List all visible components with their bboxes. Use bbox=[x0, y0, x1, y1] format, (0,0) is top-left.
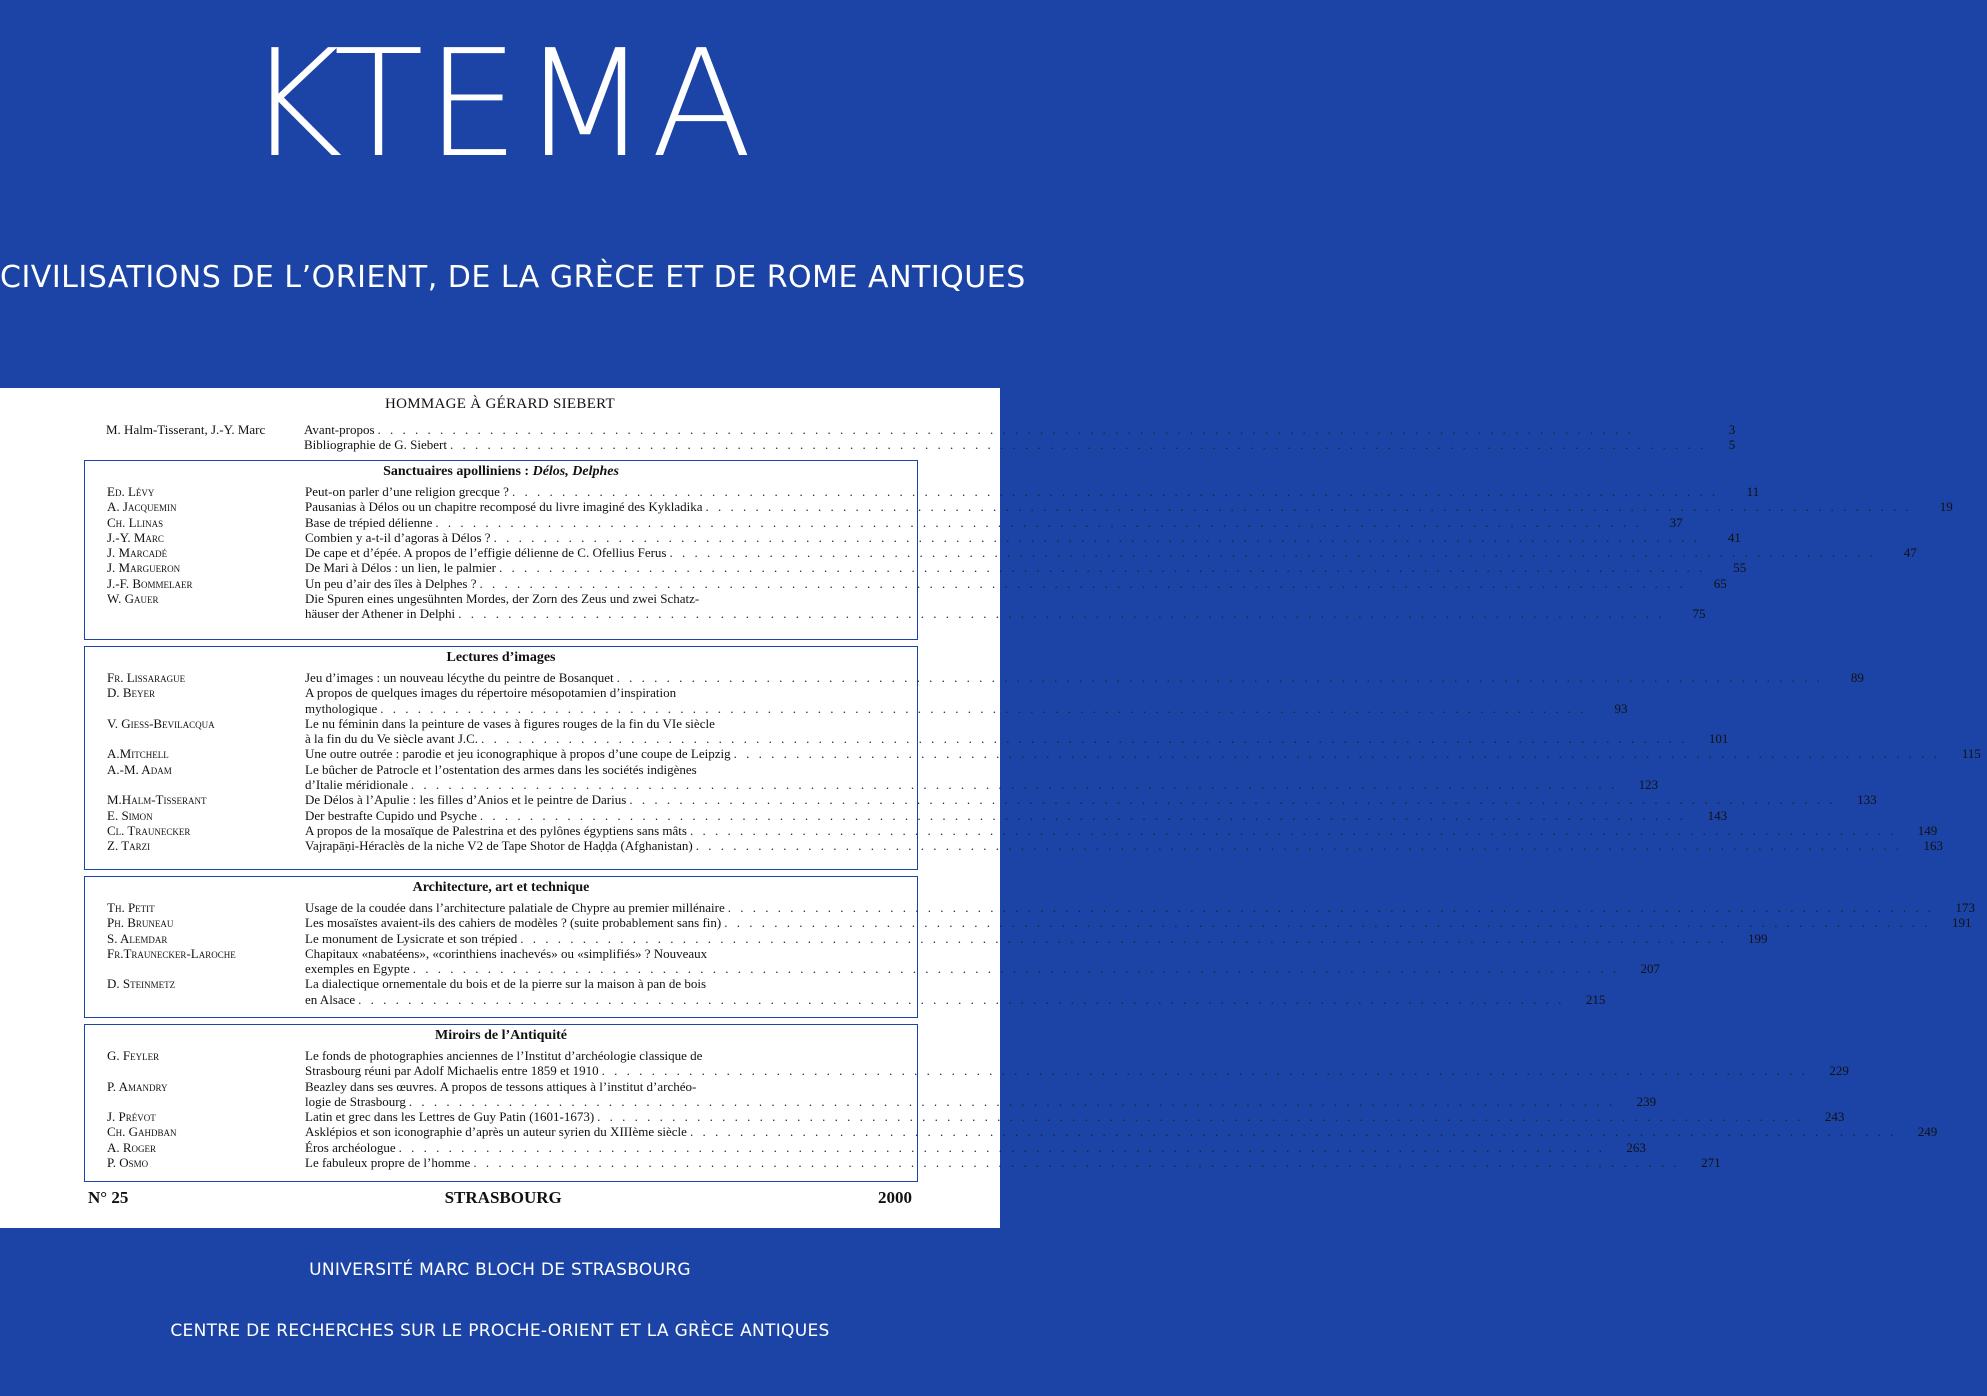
entry-titles bbox=[305, 838, 1949, 853]
entry-line bbox=[305, 792, 1877, 807]
entry-line bbox=[305, 545, 1917, 560]
toc-entry bbox=[85, 838, 1943, 854]
entry-line bbox=[305, 1094, 1656, 1109]
entry-title: en Alsace bbox=[305, 991, 356, 1007]
leader-dots: . . . . . . . . . . . . . . . . . . . . . . . . . . . . . . . . . . . . . . . . . . . . . . . . . . . . . . . . . . . . . . . . . . . . . . . . . . . . . . . . . . . . . . . . . . . . . . . . . bbox=[727, 900, 1935, 915]
entry-title: exemples en Egypte bbox=[305, 961, 410, 977]
section-architecture bbox=[84, 876, 1976, 1018]
entry-line bbox=[305, 808, 1727, 823]
toc-entry bbox=[85, 792, 1877, 808]
issue-footer bbox=[84, 1188, 918, 1208]
entry-author: V. Giess-Bevilacqua bbox=[107, 715, 215, 731]
entry-title: De Mari à Délos : un lien, le palmier bbox=[305, 560, 496, 576]
cover-header bbox=[0, 0, 1026, 388]
entry-author: A. Jacquemin bbox=[107, 499, 177, 515]
entry-author: A.Mitchell bbox=[107, 746, 169, 762]
entry-titles bbox=[305, 1048, 1855, 1079]
entry-line bbox=[305, 961, 1660, 976]
entry-author: J.-Y. Marc bbox=[107, 529, 164, 545]
entry-line bbox=[305, 992, 1605, 1007]
cover-footer bbox=[0, 1228, 1000, 1396]
leader-dots: . . . . . . . . . . . . . . . . . . . . . . . . . . . . . . . . . . . . . . . . . . . . . . . . . . . . . . . . . . . . . . . . . . . . . . . . . . . . . . . . . . . . . . . . . . . . . . . . . . . . . bbox=[377, 422, 1634, 437]
entry-titles bbox=[305, 499, 1959, 514]
entry-line bbox=[305, 946, 1660, 961]
entry-line bbox=[305, 606, 1705, 621]
entry-line bbox=[305, 530, 1741, 545]
entry-author: E. Simon bbox=[107, 807, 153, 823]
entry-author: Fr. Lissarague bbox=[107, 670, 186, 685]
entry-page: 149 bbox=[1917, 822, 1938, 838]
leader-dots: . . . . . . . . . . . . . . . . . . . . . . . . . . . . . . . . . . . . . . . . . . . . . . . . . . . . . . . . . . . . . . . . . . . . . . . . . . . . . . . . . . . . . . . . . . . . . . . . . bbox=[479, 575, 1686, 591]
issue-year: 2000 bbox=[878, 1188, 912, 1207]
toc-entry bbox=[85, 807, 1728, 823]
section-title bbox=[85, 880, 917, 896]
toc-entry bbox=[85, 685, 1628, 716]
entry-title: Le fonds de photographies anciennes de l’Institut d’archéologie classique de bbox=[305, 1048, 703, 1063]
entry-title: Éros archéologue bbox=[305, 1139, 396, 1155]
section-miroirs bbox=[84, 1024, 1938, 1182]
toc-entry bbox=[85, 545, 1917, 561]
entry-line bbox=[305, 1109, 1844, 1124]
entry-line bbox=[305, 591, 1705, 606]
entry-author: M. Halm-Tisserant, J.-Y. Marc bbox=[106, 422, 266, 437]
entry-page: 47 bbox=[1903, 545, 1917, 561]
entry-title: Avant-propos bbox=[304, 422, 375, 437]
entry-titles bbox=[305, 762, 1664, 793]
entry-author: Ch. Gahdban bbox=[107, 1124, 177, 1140]
entry-line bbox=[305, 838, 1943, 853]
entry-title: Le bûcher de Patrocle et l’ostentation des armes dans les sociétés indigènes bbox=[305, 761, 697, 777]
entry-line bbox=[305, 823, 1937, 838]
entry-title: Jeu d’images : un nouveau lécythe du peintre de Bosanquet bbox=[305, 670, 614, 685]
entry-titles bbox=[305, 515, 1689, 530]
entry-line bbox=[304, 422, 1735, 437]
leader-dots: . . . . . . . . . . . . . . . . . . . . . . . . . . . . . . . . . . . . . . . . . . . . . . . . . . . . . . . . . . . . . . . . . . . . . . . . . . . . . . . . . . . . . . . . . . . . . . . . . bbox=[380, 700, 1587, 716]
entry-author: S. Alemdar bbox=[107, 930, 168, 946]
entry-author: P. Osmo bbox=[107, 1155, 149, 1171]
entry-titles bbox=[305, 1155, 1727, 1170]
entry-page: 123 bbox=[1638, 777, 1659, 793]
leader-dots: . . . . . . . . . . . . . . . . . . . . . . . . . . . . . . . . . . . . . . . . . . . . . . . . . . . . . . . . . . . . . . . . . . . . . . . . . . . . . . . . . . . . . . . . . . . . . . . . . bbox=[408, 1093, 1616, 1109]
section-title-text: Architecture, art et technique bbox=[412, 880, 590, 895]
entry-line bbox=[305, 1063, 1849, 1078]
toc-entry bbox=[85, 529, 1741, 545]
toc-entry bbox=[85, 1078, 1657, 1110]
toc-entry bbox=[85, 1048, 1849, 1079]
entry-title: De cape et d’épée. A propos de l’effigie délienne de C. Ofellius Ferus bbox=[305, 545, 667, 561]
leader-dots: . . . . . . . . . . . . . . . . . . . . . . . . . . . . . . . . . . . . . . . . . . . . . . . . . . . . . . . . . . . . . . . . . . . . . . . . . . . . . . . . . . . . . . . . . . . . . . . . . bbox=[629, 792, 1836, 808]
entry-page: 37 bbox=[1669, 514, 1683, 530]
toc-entry bbox=[85, 1139, 1646, 1155]
leader-dots: . . . . . . . . . . . . . . . . . . . . . . . . . . . . . . . . . . . . . . . . . . . . . . . . . . . . . . . . . . . . . . . . . . . . . . . . . . . . . . . . . . . . . . . . . . . . . . . . . bbox=[473, 1155, 1680, 1171]
entry-line bbox=[305, 515, 1683, 530]
entry-author: Ch. Llinas bbox=[107, 514, 164, 530]
leader-dots: . . . . . . . . . . . . . . . . . . . . . . . . . . . . . . . . . . . . . . . . . . . . . . . . . . . . . . . . . . . . . . . . . . . . . . . . . . . . . . . . . . . . . . . . . . . . . . . . . bbox=[358, 991, 1565, 1007]
homage-block bbox=[84, 422, 1736, 453]
leader-dots: . . . . . . . . . . . . . . . . . . . . . . . . . . . . . . . . . . . . . . . . . . . . . . . . . . . . . . . . . . . . . . . . . . . . . . . . . . . . . . . . . . . . . . . . . . . . . . . . . bbox=[724, 915, 1931, 931]
entry-titles bbox=[305, 685, 1633, 716]
toc-entry bbox=[85, 1124, 1938, 1140]
entry-author: W. Gauer bbox=[107, 591, 159, 607]
entry-titles bbox=[305, 1124, 1943, 1139]
entry-page: 207 bbox=[1640, 961, 1660, 977]
entry-line bbox=[305, 670, 1864, 685]
entry-title: De Délos à l’Apulie : les filles d’Anios et le peintre de Darius bbox=[305, 792, 627, 808]
entry-titles bbox=[305, 716, 1734, 747]
entry-line bbox=[305, 685, 1627, 700]
entry-author: D. Beyer bbox=[107, 685, 156, 701]
entry-titles bbox=[305, 931, 1774, 946]
entry-title: A propos de quelques images du répertoire mésopotamien d’inspiration bbox=[305, 685, 677, 701]
entry-title: häuser der Athener in Delphi bbox=[305, 606, 456, 622]
entry-page: 11 bbox=[1746, 484, 1760, 499]
entry-titles bbox=[305, 591, 1711, 622]
entry-line bbox=[305, 915, 1972, 930]
entry-titles bbox=[305, 1109, 1850, 1124]
section-lectures bbox=[84, 646, 1981, 870]
entry-line bbox=[305, 762, 1658, 777]
entry-line bbox=[305, 900, 1975, 915]
leader-dots: . . . . . . . . . . . . . . . . . . . . . . . . . . . . . . . . . . . . . . . . . . . . . . . . . . . . . . . . . . . . . . . . . . . . . . . . . . . . . . . . . . . . . . . . . . . . . . . . . bbox=[398, 1139, 1605, 1155]
entry-titles bbox=[305, 823, 1943, 838]
entry-title: logie de Strasbourg bbox=[305, 1093, 406, 1109]
journal-logo: KTEMA bbox=[245, 18, 755, 190]
entry-titles bbox=[305, 746, 1987, 761]
entry-author: P. Amandry bbox=[107, 1078, 168, 1094]
toc-entry bbox=[85, 715, 1729, 747]
entry-line bbox=[305, 931, 1768, 946]
journal-subtitle: CIVILISATIONS DE L’ORIENT, DE LA GRÈCE ET DE ROME ANTIQUES bbox=[0, 260, 1026, 295]
entry-line bbox=[305, 701, 1627, 716]
entry-title: Asklépios et son iconographie d’après un auteur syrien du XIIIème siècle bbox=[305, 1124, 687, 1140]
toc-entry bbox=[85, 976, 1606, 1007]
entry-page: 65 bbox=[1713, 575, 1727, 591]
entry-title: mythologique bbox=[305, 700, 378, 716]
entry-titles bbox=[305, 530, 1747, 545]
entry-line bbox=[305, 499, 1953, 514]
entry-page: 271 bbox=[1701, 1155, 1721, 1171]
leader-dots: . . . . . . . . . . . . . . . . . . . . . . . . . . . . . . . . . . . . . . . . . . . . . . . . . . . . . . . . . . . . . . . . . . . . . . . . . . . . . . . . . . . . . . . . . . . . . . . . . bbox=[511, 484, 1719, 499]
leader-dots: . . . . . . . . . . . . . . . . . . . . . . . . . . . . . . . . . . . . . . . . . . . . . . . . . . . . . . . . . . . . . . . . . . . . . . . . . . . . . . . . . . . . . . . . . . . . . . . . . bbox=[669, 545, 1876, 561]
issue-place: STRASBOURG bbox=[444, 1188, 562, 1207]
entry-titles bbox=[305, 792, 1883, 807]
section-title bbox=[85, 1028, 917, 1044]
entry-author: J. Prévot bbox=[107, 1109, 156, 1125]
toc-entry bbox=[85, 915, 1972, 931]
entry-page: 55 bbox=[1733, 560, 1747, 576]
entry-page: 249 bbox=[1917, 1124, 1938, 1140]
entry-page: 263 bbox=[1626, 1139, 1646, 1155]
toc-entry bbox=[84, 422, 1736, 453]
entry-line bbox=[305, 1140, 1646, 1155]
entry-title: Beazley dans ses œuvres. A propos de tessons attiques à l’institut d’archéo- bbox=[305, 1078, 697, 1094]
entry-line bbox=[304, 437, 1735, 452]
entry-title: A propos de la mosaïque de Palestrina et des pylônes égyptiens sans mâts bbox=[305, 822, 687, 838]
leader-dots: . . . . . . . . . . . . . . . . . . . . . . . . . . . . . . . . . . . . . . . . . . . . . . . . . . . . . . . . . . . . . . . . . . . . . . . . . . . . . . . . . . . . . . . . . . . . . . . . . bbox=[479, 807, 1687, 823]
leader-dots: . . . . . . . . . . . . . . . . . . . . . . . . . . . . . . . . . . . . . . . . . . . . . . . . . . . . . . . . . . . . . . . . . . . . . . . . . . . . . . . . . . . . . . . . . . . . . . . . . bbox=[601, 1063, 1808, 1079]
entry-author: A. Roger bbox=[107, 1139, 157, 1155]
entry-page: 41 bbox=[1727, 529, 1741, 545]
entry-titles bbox=[305, 915, 1978, 930]
entry-title: Der bestrafte Cupido und Psyche bbox=[305, 807, 477, 823]
leader-dots: . . . . . . . . . . . . . . . . . . . . . . . . . . . . . . . . . . . . . . . . . . . . . . . . . . . . . . . . . . . . . . . . . . . . . . . . . . . . . . . . . . . . . . . . . . . . . . . . . bbox=[597, 1109, 1804, 1125]
table-of-contents bbox=[0, 388, 1981, 1228]
leader-dots: . . . . . . . . . . . . . . . . . . . . . . . . . . . . . . . . . . . . . . . . . . . . . . . . . . . . . . . . . . . . . . . . . . . . . . . . . . . . . . . . . . . . . . . . . . . . . . . . . . . . . bbox=[449, 437, 1707, 453]
entry-page: 5 bbox=[1728, 437, 1736, 453]
entry-titles bbox=[304, 422, 1741, 453]
leader-dots: . . . . . . . . . . . . . . . . . . . . . . . . . . . . . . . . . . . . . . . . . . . . . . . . . . . . . . . . . . . . . . . . . . . . . . . . . . . . . . . . . . . . . . . . . . . . . . . . . bbox=[481, 731, 1688, 747]
entry-title: Peut-on parler d’une religion grecque ? bbox=[305, 484, 509, 499]
entry-title: Chapitaux «nabatéens», «corinthiens inachevés» ou «simplifiés» ? Nouveaux bbox=[305, 945, 708, 961]
entry-page: 239 bbox=[1636, 1093, 1657, 1109]
leader-dots: . . . . . . . . . . . . . . . . . . . . . . . . . . . . . . . . . . . . . . . . . . . . . . . . . . . . . . . . . . . . . . . . . . . . . . . . . . . . . . . . . . . . . . . . . . . . . . . . . bbox=[616, 670, 1823, 685]
entry-title: Combien y a-t-il d’agoras à Délos ? bbox=[305, 529, 491, 545]
entry-page: 163 bbox=[1923, 838, 1943, 854]
toc-entry bbox=[85, 746, 1981, 762]
section-title-text: Miroirs de l’Antiquité bbox=[435, 1028, 567, 1043]
entry-page: 143 bbox=[1707, 807, 1728, 823]
entry-titles bbox=[305, 946, 1666, 977]
entry-author: Th. Petit bbox=[107, 900, 155, 915]
entry-title: Base de trépied délienne bbox=[305, 514, 433, 530]
entry-page: 173 bbox=[1955, 900, 1976, 915]
section-title-italic: Délos, Delphes bbox=[532, 464, 619, 479]
section-title bbox=[85, 650, 917, 666]
entry-page: 243 bbox=[1824, 1109, 1845, 1125]
toc-entry bbox=[85, 945, 1660, 977]
leader-dots: . . . . . . . . . . . . . . . . . . . . . . . . . . . . . . . . . . . . . . . . . . . . . . . . . . . . . . . . . . . . . . . . . . . . . . . . . . . . . . . . . . . . . . . . . . . . . . . . . bbox=[705, 499, 1912, 515]
entry-page: 75 bbox=[1692, 606, 1706, 622]
entry-title: Un peu d’air des îles à Delphes ? bbox=[305, 575, 477, 591]
toc-entry bbox=[85, 930, 1768, 946]
entry-author: Ed. Lévy bbox=[107, 484, 155, 499]
leader-dots: . . . . . . . . . . . . . . . . . . . . . . . . . . . . . . . . . . . . . . . . . . . . . . . . . . . . . . . . . . . . . . . . . . . . . . . . . . . . . . . . . . . . . . . . . . . . . . . . . bbox=[498, 560, 1706, 576]
entry-author: D. Steinmetz bbox=[107, 976, 176, 992]
entry-page: 3 bbox=[1728, 422, 1736, 437]
entry-title: La dialectique ornementale du bois et de la pierre sur la maison à pan de bois bbox=[305, 976, 707, 992]
leader-dots: . . . . . . . . . . . . . . . . . . . . . . . . . . . . . . . . . . . . . . . . . . . . . . . . . . . . . . . . . . . . . . . . . . . . . . . . . . . . . . . . . . . . . . . . . . . . . . . . . bbox=[412, 961, 1619, 977]
entry-title: Die Spuren eines ungesühnten Mordes, der Zorn des Zeus und zwei Schatz- bbox=[305, 591, 700, 607]
entry-titles bbox=[305, 1140, 1652, 1155]
entry-page: 215 bbox=[1585, 991, 1606, 1007]
leader-dots: . . . . . . . . . . . . . . . . . . . . . . . . . . . . . . . . . . . . . . . . . . . . . . . . . . . . . . . . . . . . . . . . . . . . . . . . . . . . . . . . . . . . . . . . . . . . . . . . . bbox=[733, 746, 1940, 762]
leader-dots: . . . . . . . . . . . . . . . . . . . . . . . . . . . . . . . . . . . . . . . . . . . . . . . . . . . . . . . . . . . . . . . . . . . . . . . . . . . . . . . . . . . . . . . . . . . . . . . . . bbox=[493, 529, 1700, 545]
entry-page: 115 bbox=[1961, 746, 1981, 762]
entry-title: Le fabuleux propre de l’homme bbox=[305, 1155, 471, 1171]
issue-number: N° 25 bbox=[88, 1188, 129, 1207]
entry-line bbox=[305, 746, 1981, 761]
entry-title: à la fin du du Ve siècle avant J.C. bbox=[305, 731, 479, 747]
entry-author: A.-M. Adam bbox=[107, 761, 172, 777]
entry-title: Bibliographie de G. Siebert bbox=[304, 437, 447, 453]
toc-entry bbox=[85, 514, 1683, 530]
entry-page: 229 bbox=[1829, 1063, 1849, 1079]
entry-titles bbox=[305, 484, 1765, 499]
entry-line bbox=[305, 731, 1728, 746]
entry-line bbox=[305, 1079, 1656, 1094]
entry-title: Latin et grec dans les Lettres de Guy Patin (1601-1673) bbox=[305, 1109, 595, 1125]
entry-page: 199 bbox=[1748, 930, 1768, 946]
entry-author: Z. Tarzi bbox=[107, 838, 151, 854]
leader-dots: . . . . . . . . . . . . . . . . . . . . . . . . . . . . . . . . . . . . . . . . . . . . . . . . . . . . . . . . . . . . . . . . . . . . . . . . . . . . . . . . . . . . . . . . . . . . . . . . . bbox=[689, 822, 1897, 838]
toc-entry bbox=[85, 575, 1727, 591]
toc-entry bbox=[85, 560, 1747, 576]
toc-entry bbox=[85, 670, 1864, 685]
toc-entry bbox=[85, 1155, 1721, 1171]
leader-dots: . . . . . . . . . . . . . . . . . . . . . . . . . . . . . . . . . . . . . . . . . . . . . . . . . . . . . . . . . . . . . . . . . . . . . . . . . . . . . . . . . . . . . . . . . . . . . . . . . bbox=[689, 1124, 1897, 1140]
entry-titles bbox=[305, 560, 1752, 575]
toc-entry bbox=[85, 591, 1706, 622]
entry-author: J. Marcadé bbox=[107, 545, 168, 561]
toc-entry bbox=[85, 822, 1938, 838]
entry-titles bbox=[305, 670, 1870, 685]
section-title-text: Lectures d’images bbox=[446, 650, 556, 665]
entry-title: Une outre outrée : parodie et jeu iconographique à propos d’une coupe de Leipzig bbox=[305, 746, 731, 762]
entry-page: 89 bbox=[1850, 670, 1864, 685]
entry-line bbox=[305, 1124, 1937, 1139]
entry-author: J.-F. Bommelaer bbox=[107, 575, 193, 591]
entry-author: Ph. Bruneau bbox=[107, 915, 174, 931]
entry-title: Strasbourg réuni par Adolf Michaelis entre 1859 et 1910 bbox=[305, 1063, 599, 1079]
entry-page: 93 bbox=[1614, 700, 1628, 716]
entry-title: Le monument de Lysicrate et son trépied bbox=[305, 930, 518, 946]
toc-entry bbox=[85, 484, 1760, 499]
toc-entry bbox=[85, 761, 1659, 793]
entry-titles bbox=[305, 808, 1733, 823]
toc-entry bbox=[85, 1109, 1845, 1125]
toc-entry bbox=[85, 499, 1953, 515]
university-name: UNIVERSITÉ MARC BLOCH DE STRASBOURG bbox=[309, 1260, 691, 1280]
entry-titles bbox=[305, 545, 1923, 560]
entry-author: J. Margueron bbox=[107, 560, 181, 576]
entry-page: 19 bbox=[1939, 499, 1953, 515]
entry-line bbox=[305, 777, 1658, 792]
leader-dots: . . . . . . . . . . . . . . . . . . . . . . . . . . . . . . . . . . . . . . . . . . . . . . . . . . . . . . . . . . . . . . . . . . . . . . . . . . . . . . . . . . . . . . . . . . . . . . . . . bbox=[520, 930, 1727, 946]
entry-line bbox=[305, 1155, 1721, 1170]
entry-author: M.Halm-Tisserant bbox=[107, 792, 207, 808]
entry-line bbox=[305, 576, 1727, 591]
entry-titles bbox=[305, 1079, 1662, 1110]
toc-entry bbox=[85, 900, 1976, 915]
entry-page: 133 bbox=[1857, 792, 1877, 808]
entry-title: Usage de la coudée dans l’architecture palatiale de Chypre au premier millénaire bbox=[305, 900, 725, 915]
entry-line bbox=[305, 484, 1759, 499]
entry-line bbox=[305, 560, 1746, 575]
leader-dots: . . . . . . . . . . . . . . . . . . . . . . . . . . . . . . . . . . . . . . . . . . . . . . . . . . . . . . . . . . . . . . . . . . . . . . . . . . . . . . . . . . . . . . . . . . . . . . . . . bbox=[435, 514, 1642, 530]
research-centre: CENTRE DE RECHERCHES SUR LE PROCHE-ORIENT ET LA GRÈCE ANTIQUES bbox=[170, 1321, 830, 1341]
section-sanctuaires bbox=[84, 460, 1953, 640]
entry-line bbox=[305, 716, 1728, 731]
homage-title: HOMMAGE À GÉRARD SIEBERT bbox=[384, 396, 616, 412]
leader-dots: . . . . . . . . . . . . . . . . . . . . . . . . . . . . . . . . . . . . . . . . . . . . . . . . . . . . . . . . . . . . . . . . . . . . . . . . . . . . . . . . . . . . . . . . . . . . . . . . . bbox=[695, 838, 1902, 854]
entry-page: 101 bbox=[1708, 731, 1729, 747]
entry-author: Cl. Traunecker bbox=[107, 822, 191, 838]
entry-titles bbox=[305, 900, 1981, 915]
section-title-text: Sanctuaires apolliniens : bbox=[383, 464, 533, 479]
leader-dots: . . . . . . . . . . . . . . . . . . . . . . . . . . . . . . . . . . . . . . . . . . . . . . . . . . . . . . . . . . . . . . . . . . . . . . . . . . . . . . . . . . . . . . . . . . . . . . . . . bbox=[410, 777, 1618, 793]
entry-title: d’Italie méridionale bbox=[305, 777, 408, 793]
entry-titles bbox=[305, 976, 1611, 1007]
entry-line bbox=[305, 1048, 1849, 1063]
entry-page: 191 bbox=[1952, 915, 1972, 931]
section-title bbox=[85, 464, 917, 480]
leader-dots: . . . . . . . . . . . . . . . . . . . . . . . . . . . . . . . . . . . . . . . . . . . . . . . . . . . . . . . . . . . . . . . . . . . . . . . . . . . . . . . . . . . . . . . . . . . . . . . . . bbox=[458, 606, 1665, 622]
entry-title: Vajrapāṇi-Héraclès de la niche V2 de Tape Shotor de Haḍḍa (Afghanistan) bbox=[305, 838, 693, 854]
entry-titles bbox=[305, 576, 1733, 591]
entry-title: Le nu féminin dans la peinture de vases à figures rouges de la fin du VIe siècle bbox=[305, 715, 715, 731]
entry-line bbox=[305, 976, 1605, 991]
entry-author: Fr.Traunecker-Laroche bbox=[107, 945, 236, 961]
entry-author: G. Feyler bbox=[107, 1048, 160, 1063]
entry-title: Pausanias à Délos ou un chapitre recomposé du livre imaginé des Kykladika bbox=[305, 499, 703, 515]
entry-title: Les mosaïstes avaient-ils des cahiers de modèles ? (suite probablement sans fin) bbox=[305, 915, 722, 931]
